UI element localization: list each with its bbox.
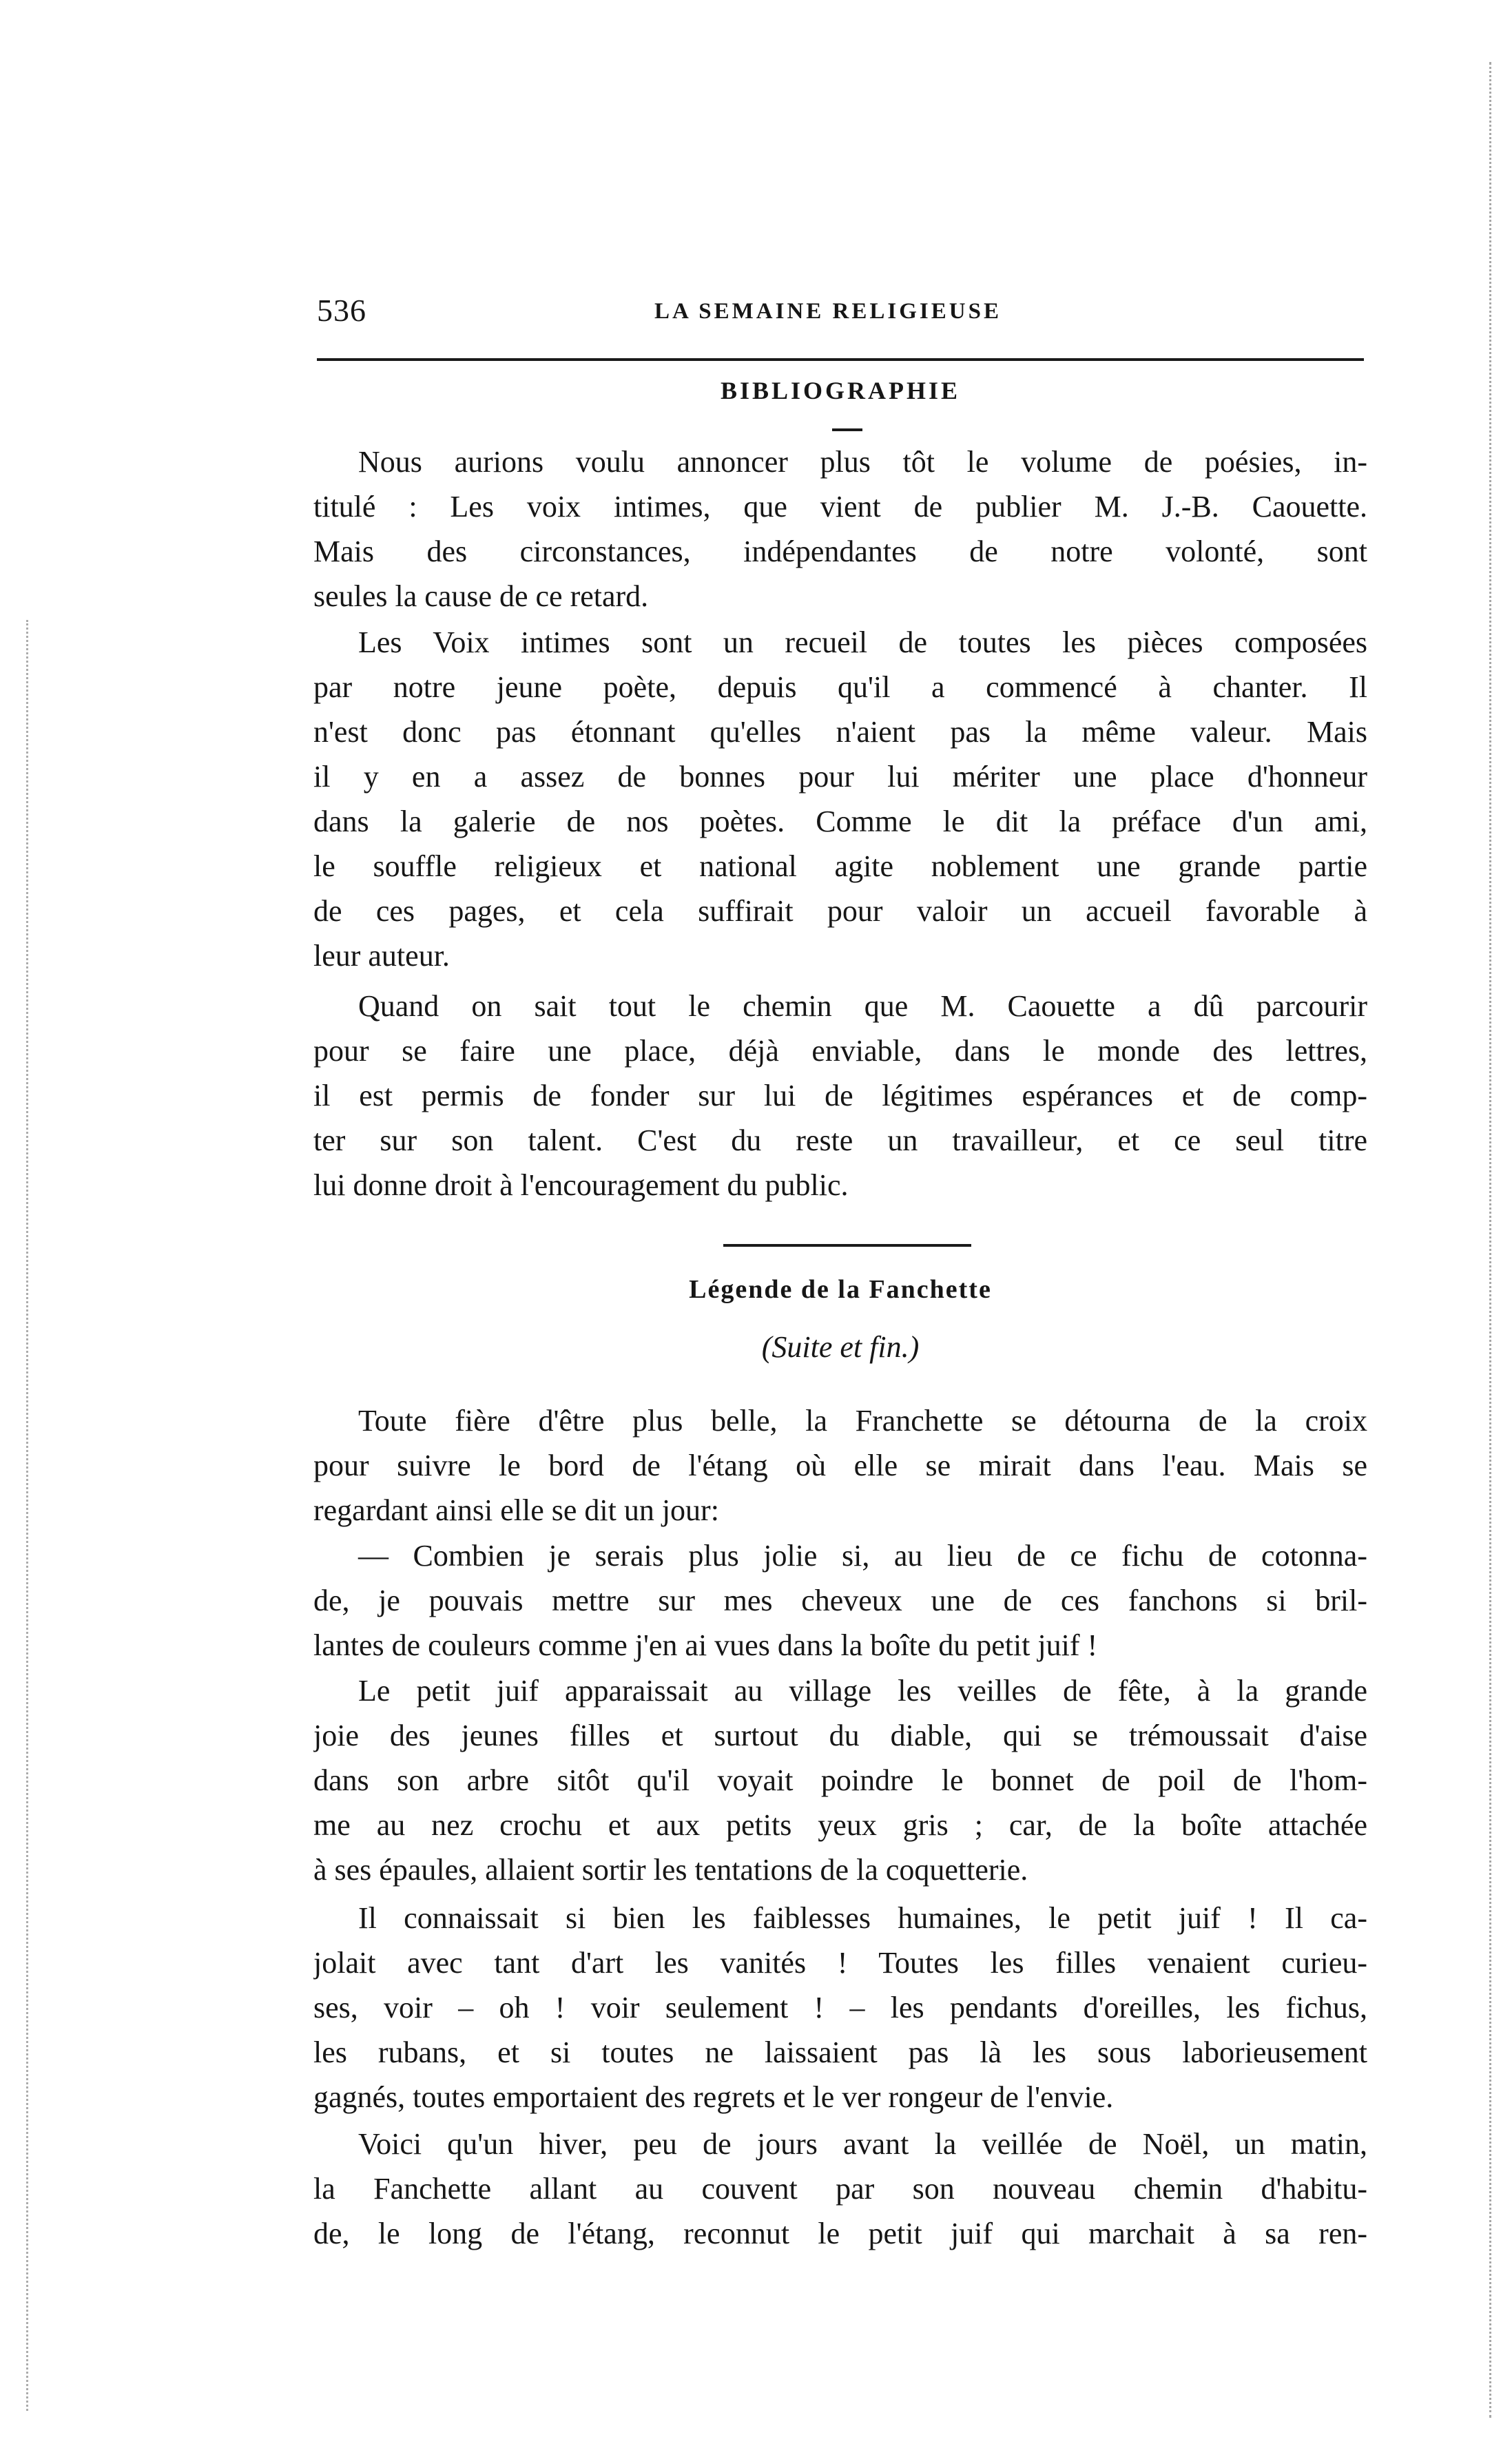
text-line: leur auteur. bbox=[313, 939, 450, 973]
text-line: jolait avec tant d'art les vanités ! Toutes les filles venaient curieu- bbox=[313, 1946, 1367, 1980]
text-line: joie des jeunes filles et surtout du diable, qui se trémoussait d'aise bbox=[313, 1719, 1367, 1752]
text-line: seules la cause de ce retard. bbox=[313, 579, 649, 613]
text-line: Nous aurions voulu annoncer plus tôt le volume de poésies, in- bbox=[358, 445, 1367, 479]
story-title: Légende de la Fanchette bbox=[689, 1275, 992, 1304]
story-body bbox=[313, 1398, 1367, 1533]
section-divider bbox=[723, 1244, 971, 1247]
text-line: à ses épaules, allaient sortir les tentations de la coquetterie. bbox=[313, 1853, 1028, 1887]
text-line: n'est donc pas étonnant qu'elles n'aient pas la même valeur. Mais bbox=[313, 715, 1367, 749]
text-line: par notre jeune poète, depuis qu'il a commencé à chanter. Il bbox=[313, 670, 1367, 704]
story-body bbox=[313, 1896, 1367, 2119]
text-line: titulé : Les voix intimes, que vient de publier M. J.-B. Caouette. bbox=[313, 490, 1367, 524]
text-line: de, je pouvais mettre sur mes cheveux une de ces fanchons si bril- bbox=[313, 1584, 1367, 1617]
text-line: le souffle religieux et national agite noblement une grande partie bbox=[313, 849, 1367, 883]
text-line: lantes de couleurs comme j'en ai vues dans la boîte du petit juif ! bbox=[313, 1628, 1098, 1662]
text-line: ter sur son talent. C'est du reste un travailleur, et ce seul titre bbox=[313, 1123, 1367, 1157]
bibliography-body bbox=[313, 984, 1367, 1208]
title-dash bbox=[832, 428, 862, 431]
text-line: de ces pages, et cela suffirait pour valoir un accueil favorable à bbox=[313, 894, 1367, 928]
text-line: Il connaissait si bien les faiblesses humaines, le petit juif ! Il ca- bbox=[358, 1901, 1367, 1935]
bibliography-body bbox=[313, 439, 1367, 619]
text-line: de, le long de l'étang, reconnut le petit juif qui marchait à sa ren- bbox=[313, 2217, 1367, 2250]
text-line: gagnés, toutes emportaient des regrets et le ver rongeur de l'envie. bbox=[313, 2080, 1114, 2114]
story-body bbox=[313, 1668, 1367, 1892]
text-line: les rubans, et si toutes ne laissaient pas là les sous laborieusement bbox=[313, 2035, 1367, 2069]
text-line: dans son arbre sitôt qu'il voyait poindre le bonnet de poil de l'hom- bbox=[313, 1763, 1367, 1797]
section-title-bibliographie: BIBLIOGRAPHIE bbox=[720, 377, 961, 404]
story-subtitle: (Suite et fin.) bbox=[761, 1330, 920, 1364]
text-line: lui donne droit à l'encouragement du public. bbox=[313, 1168, 849, 1202]
text-line: il est permis de fonder sur lui de légitimes espérances et de comp- bbox=[313, 1079, 1367, 1112]
text-line: la Fanchette allant au couvent par son nouveau chemin d'habitu- bbox=[313, 2172, 1367, 2206]
text-line: me au nez crochu et aux petits yeux gris ; car, de la boîte attachée bbox=[313, 1808, 1367, 1842]
header-rule bbox=[317, 358, 1364, 361]
text-line: regardant ainsi elle se dit un jour: bbox=[313, 1493, 719, 1527]
text-line: ses, voir – oh ! voir seulement ! – les pendants d'oreilles, les fichus, bbox=[313, 1991, 1367, 2024]
text-line: dans la galerie de nos poètes. Comme le dit la préface d'un ami, bbox=[313, 805, 1367, 838]
text-line: Quand on sait tout le chemin que M. Caouette a dû parcourir bbox=[358, 989, 1367, 1023]
page-number: 536 bbox=[317, 293, 366, 328]
scan-edge-right bbox=[1489, 62, 1491, 2418]
text-line: Toute fière d'être plus belle, la Franchette se détourna de la croix bbox=[358, 1404, 1367, 1438]
text-line: Voici qu'un hiver, peu de jours avant la veillée de Noël, un matin, bbox=[358, 2127, 1367, 2161]
text-line: — Combien je serais plus jolie si, au lieu de ce fichu de cotonna- bbox=[358, 1539, 1367, 1573]
page-header bbox=[317, 292, 1364, 333]
text-line: il y en a assez de bonnes pour lui mériter une place d'honneur bbox=[313, 760, 1367, 794]
text-line: Le petit juif apparaissait au village les veilles de fête, à la grande bbox=[358, 1674, 1367, 1708]
scan-edge-left bbox=[26, 620, 28, 2411]
running-title: LA SEMAINE RELIGIEUSE bbox=[654, 299, 1002, 324]
text-line: pour se faire une place, déjà enviable, dans le monde des lettres, bbox=[313, 1034, 1367, 1068]
text-line: Les Voix intimes sont un recueil de toutes les pièces composées bbox=[358, 625, 1367, 659]
story-body bbox=[313, 1533, 1367, 1668]
bibliography-body bbox=[313, 620, 1367, 978]
text-line: Mais des circonstances, indépendantes de notre volonté, sont bbox=[313, 535, 1367, 568]
story-body bbox=[313, 2122, 1367, 2256]
text-line: pour suivre le bord de l'étang où elle se mirait dans l'eau. Mais se bbox=[313, 1449, 1367, 1482]
